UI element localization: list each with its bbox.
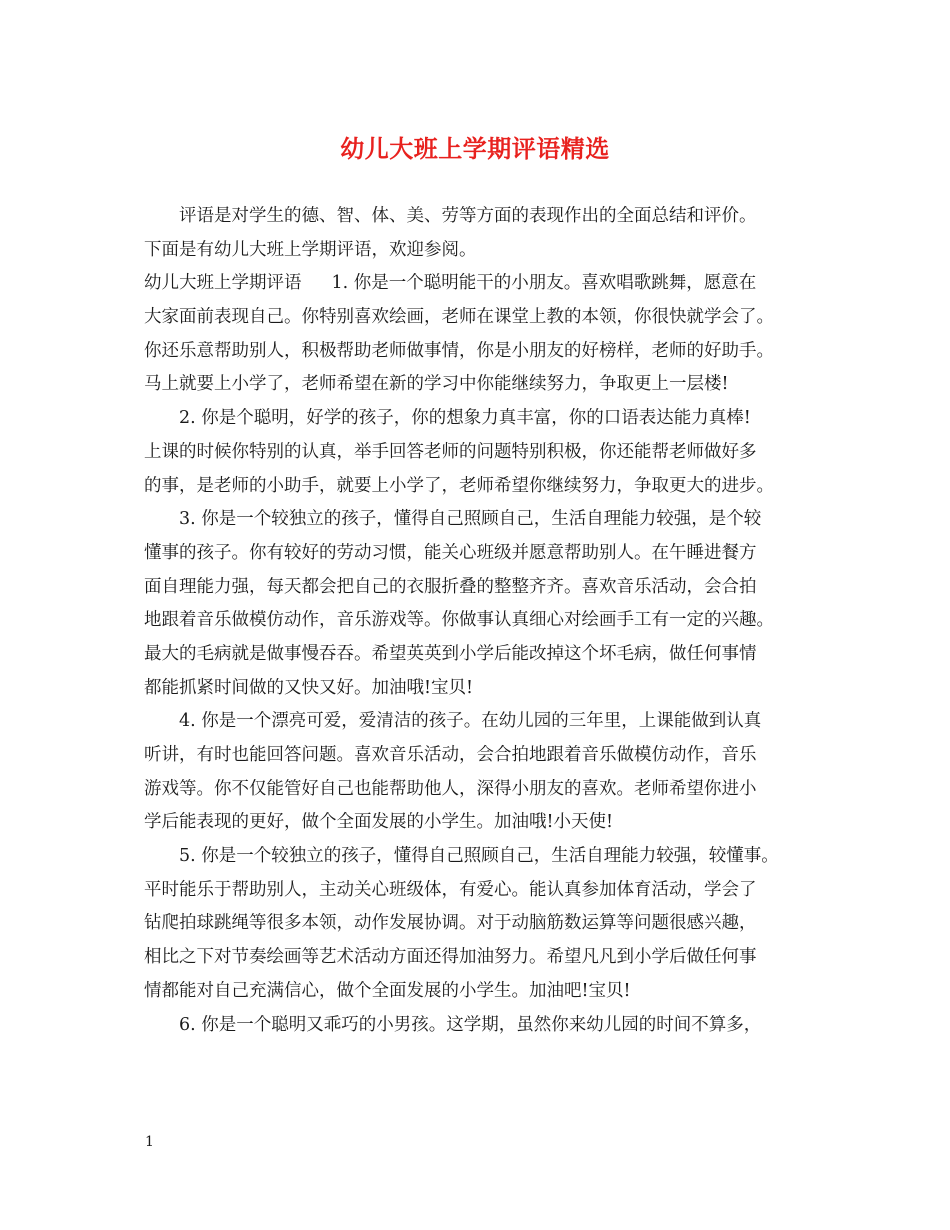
- comment-3-line-2: 懂事的孩子。你有较好的劳动习惯，能关心班级并愿意帮助别人。在午睡进餐方: [144, 542, 757, 563]
- intro-line-2: 下面是有幼儿大班上学期评语，欢迎参阅。: [144, 239, 477, 260]
- section-heading: 幼儿大班上学期评语: [144, 273, 302, 294]
- comment-5-line-4: 相比之下对节奏绘画等艺术活动方面还得加油努力。希望凡凡到小学后做任何事: [144, 947, 757, 968]
- comment-6-line-1: 6. 你是一个聪明又乖巧的小男孩。这学期，虽然你来幼儿园的时间不算多，: [179, 1014, 762, 1035]
- comment-5-line-5: 情都能对自己充满信心，做个全面发展的小学生。加油吧!宝贝!: [144, 980, 631, 1001]
- document-body: [144, 200, 806, 1042]
- document-title: 幼儿大班上学期评语精选: [340, 134, 610, 163]
- page-number: 1: [145, 1134, 154, 1150]
- intro-line-1: 评语是对学生的德、智、体、美、劳等方面的表现作出的全面总结和评价。: [179, 206, 757, 226]
- comment-4-line-4: 学后能表现的更好，做个全面发展的小学生。加油哦!小天使!: [144, 812, 614, 833]
- comment-4-line-1: 4. 你是一个漂亮可爱，爱清洁的孩子。在幼儿园的三年里，上课能做到认真: [179, 711, 762, 732]
- comment-4-line-2: 听讲，有时也能回答问题。喜欢音乐活动，会合拍地跟着音乐做模仿动作，音乐: [144, 745, 757, 765]
- comment-3-line-4: 地跟着音乐做模仿动作，音乐游戏等。你做事认真细心对绘画手工有一定的兴趣。: [144, 610, 774, 631]
- comment-3-line-1: 3. 你是一个较独立的孩子，懂得自己照顾自己，生活自理能力较强，是个较: [179, 509, 762, 530]
- comment-1-line-3: 你还乐意帮助别人，积极帮助老师做事情，你是小朋友的好榜样，老师的好助手。: [144, 340, 774, 361]
- comment-5-line-2: 平时能乐于帮助别人，主动关心班级体，有爱心。能认真参加体育活动，学会了: [144, 879, 757, 900]
- comment-2-line-1: 2. 你是个聪明，好学的孩子，你的想象力真丰富，你的口语表达能力真棒!: [179, 408, 751, 429]
- comment-1-start: 1. 你是一个聪明能干的小朋友。喜欢唱歌跳舞，愿意在: [331, 273, 757, 294]
- comment-3-line-5: 最大的毛病就是做事慢吞吞。希望英英到小学后能改掉这个坏毛病，做任何事情: [144, 643, 757, 664]
- comment-3-line-3: 面自理能力强，每天都会把自己的衣服折叠的整整齐齐。喜欢音乐活动，会合拍: [144, 576, 757, 597]
- comment-1-line-4: 马上就要上小学了，老师希望在新的学习中你能继续努力，争取更上一层楼!: [144, 374, 729, 395]
- comment-5-line-1: 5. 你是一个较独立的孩子，懂得自己照顾自己，生活自理能力较强，较懂事。: [179, 846, 779, 867]
- comment-3-line-6: 都能抓紧时间做的又快又好。加油哦!宝贝!: [144, 677, 474, 698]
- comment-5-line-3: 钻爬拍球跳绳等很多本领，动作发展协调。对于动脑筋数运算等问题很感兴趣，: [144, 913, 757, 934]
- comment-2-line-3: 的事，是老师的小助手，就要上小学了，老师希望你继续努力，争取更大的进步。: [144, 475, 774, 496]
- comment-4-line-3: 游戏等。你不仅能管好自己也能帮助他人，深得小朋友的喜欢。老师希望你进小: [144, 778, 757, 799]
- comment-2-line-2: 上课的时候你特别的认真，举手回答老师的问题特别积极，你还能帮老师做好多: [144, 441, 757, 462]
- comment-1-line-2: 大家面前表现自己。你特别喜欢绘画，老师在课堂上教的本领，你很快就学会了。: [144, 307, 774, 328]
- section-heading-line: [144, 267, 806, 301]
